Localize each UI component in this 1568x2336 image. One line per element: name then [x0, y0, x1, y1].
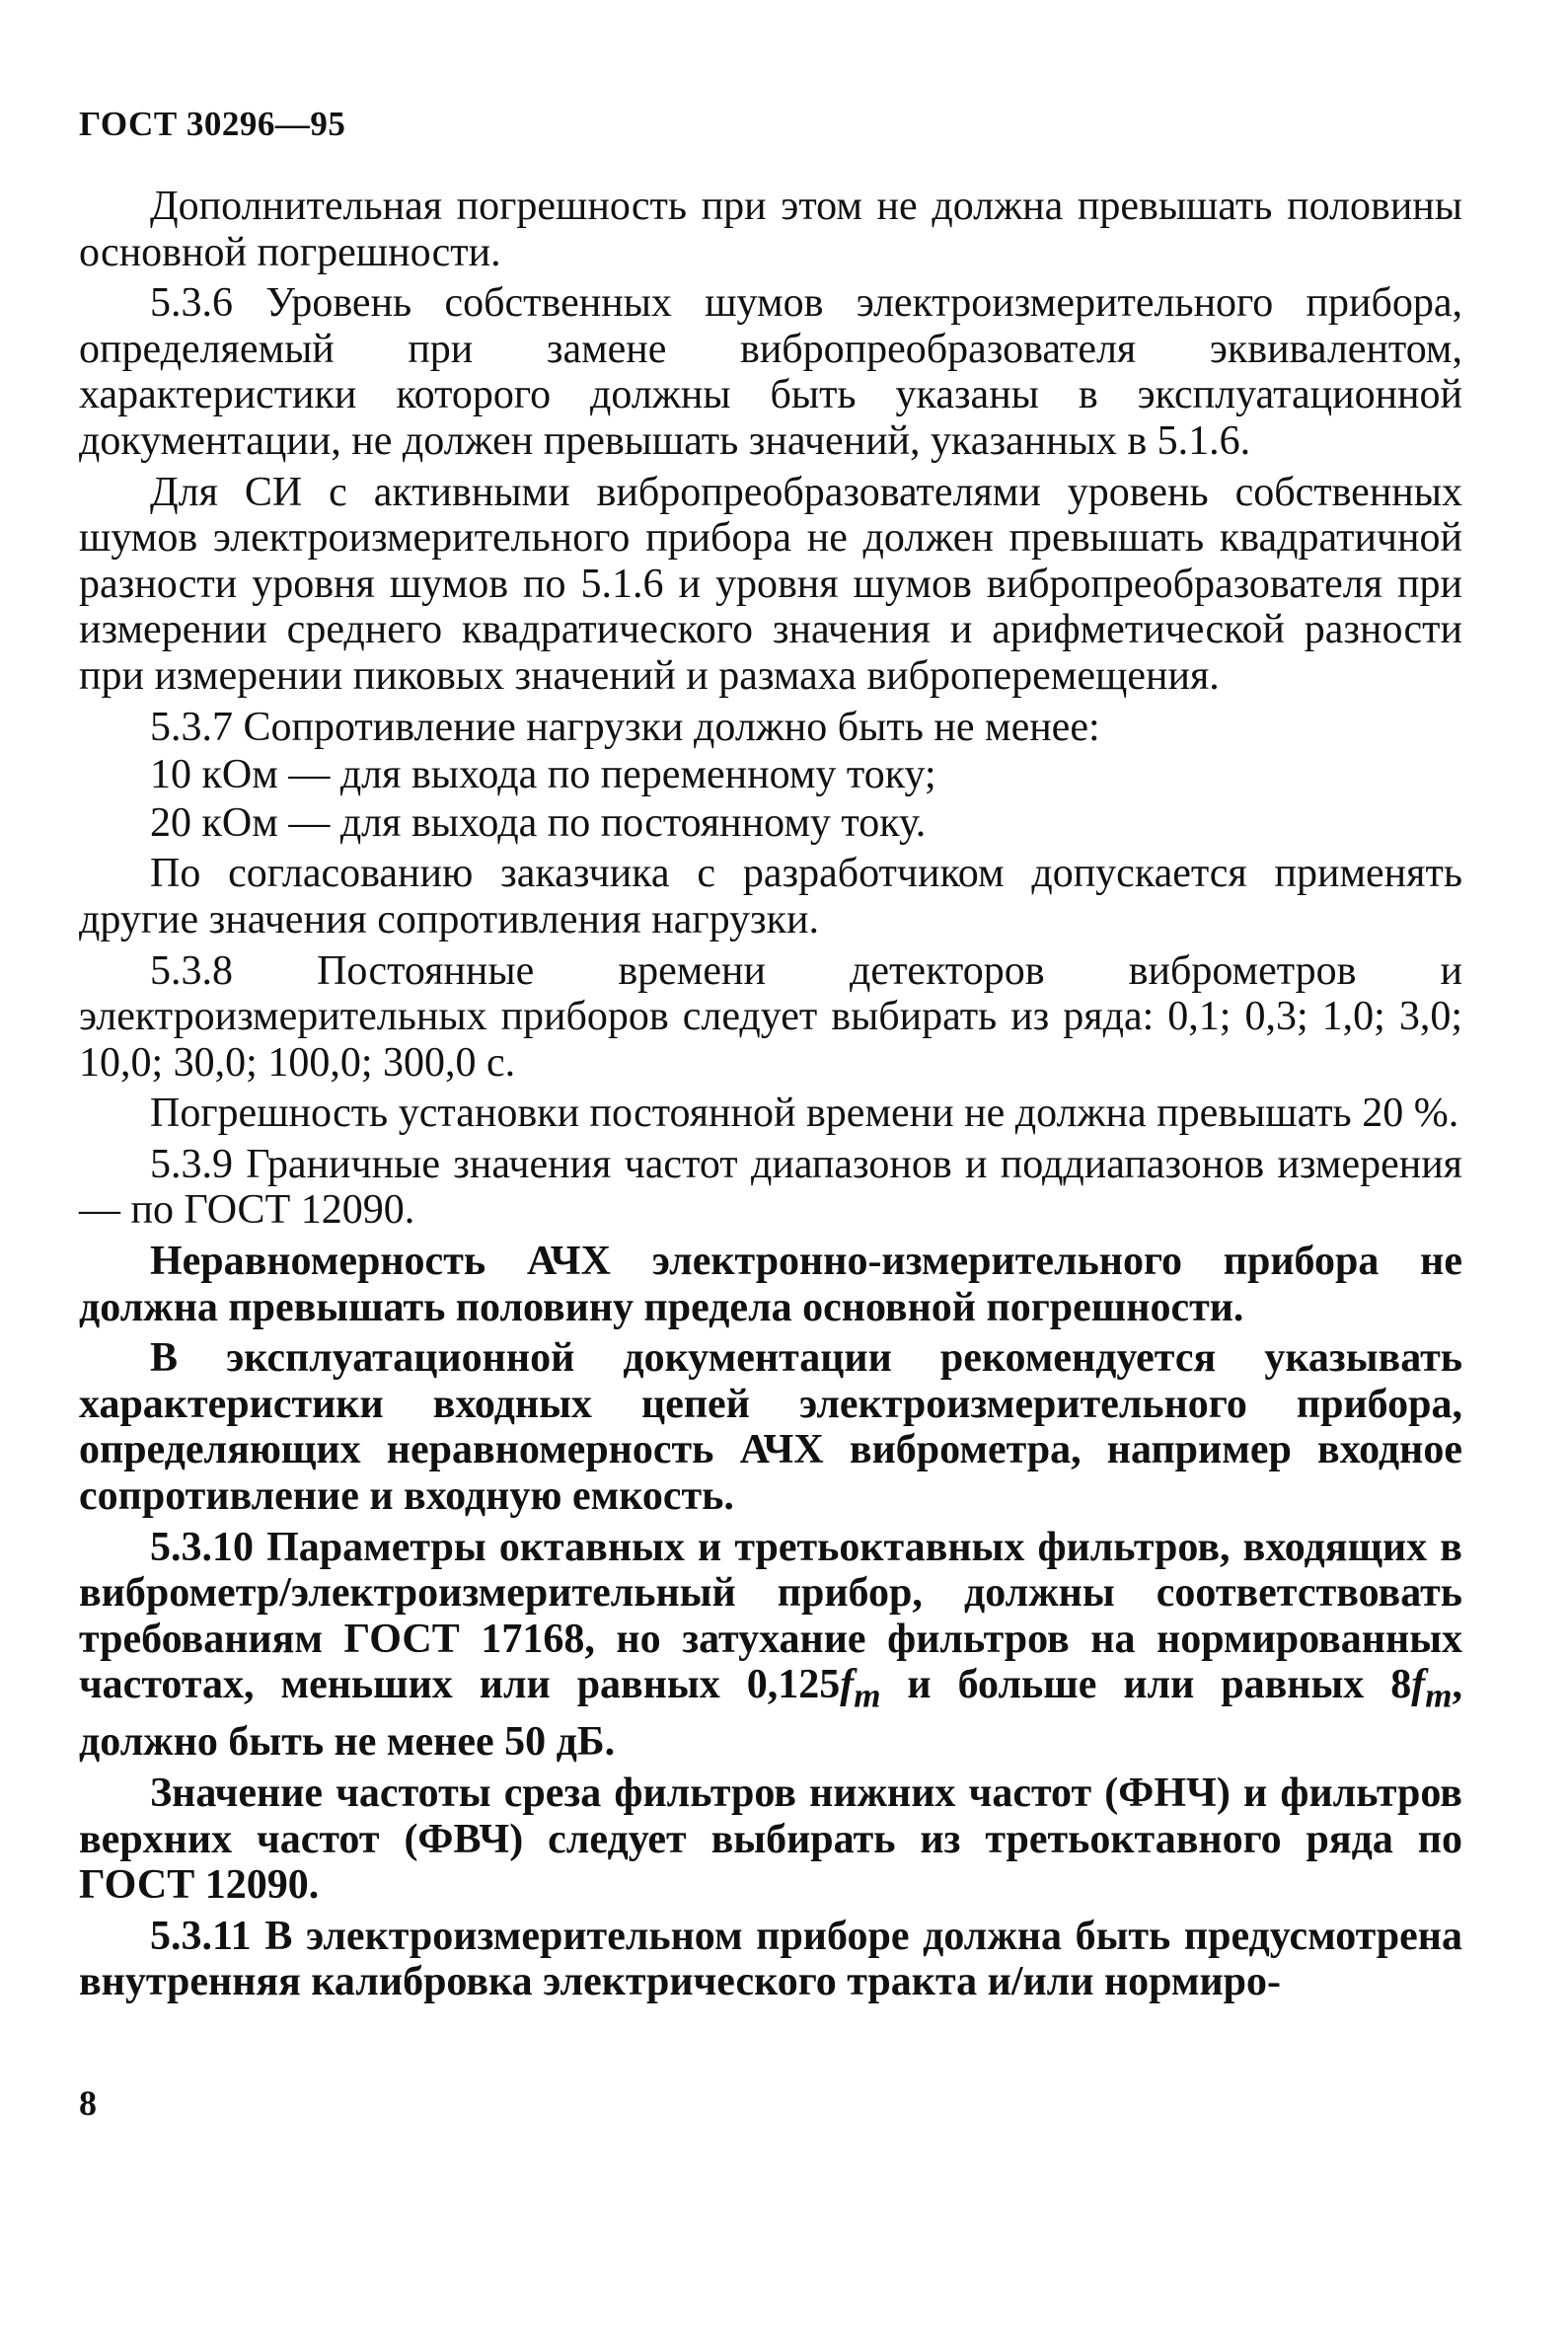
paragraph-clause-5-3-6: 5.3.6 Уровень собственных шумов электроизмерительного прибора, определяемый при замене вибропреобразователя эквивалентом, характеристики которого должны быть указаны в эксплуатационной документации, не должен превышать значений, указанных в 5.1.6.: [79, 280, 1462, 464]
paragraph: В эксплуатационной документации рекомендуется указывать характеристики входных цепей электроизмерительного прибора, определяющих неравномерность АЧХ виброметра, например входное сопротивление и входную емкость.: [79, 1335, 1462, 1520]
paragraph-clause-5-3-11: 5.3.11 В электроизмерительном приборе должна быть предусмотрена внутренняя калибровка электрического тракта и/или нормиро-: [79, 1913, 1462, 2005]
paragraph-text: 5.3.10 Параметры октавных и третьоктавных фильтров, входящих в виброметр/электроизмерительный прибор, должны соответствовать требованиям ГОСТ 17168, но затухание фильтров на нормированных частотах, меньших или равных 0,125: [79, 1524, 1462, 1708]
frequency-subscript: m: [854, 1676, 881, 1715]
paragraph-clause-5-3-9: 5.3.9 Граничные значения частот диапазонов и поддиапазонов измерения — по ГОСТ 12090.: [79, 1141, 1462, 1234]
paragraph: 20 кОм — для выхода по постоянному току.: [150, 799, 927, 846]
paragraph: 10 кОм — для выхода по переменному току;: [150, 752, 936, 798]
document-header: ГОСТ 30296—95: [79, 105, 346, 143]
paragraph-clause-5-3-8: 5.3.8 Постоянные времени детекторов виброметров и электроизмерительных приборов следует выбирать из ряда: 0,1; 0,3; 1,0; 3,0; 10,0; 30,0; 100,0; 300,0 с.: [79, 947, 1462, 1086]
frequency-symbol: f: [840, 1662, 855, 1708]
paragraph: Неравномерность АЧХ электронно-измерительного прибора не должна превышать половину предела основной погрешности.: [79, 1239, 1462, 1330]
paragraph-clause-5-3-7: 5.3.7 Сопротивление нагрузки должно быть не менее:: [150, 704, 1100, 750]
paragraph: Для СИ с активными вибропреобразователями уровень собственных шумов электроизмерительного прибора не должен превышать квадратичной разности уровня шумов по 5.1.6 и уровня шумов вибропреобразователя при измерении среднего квадратического значения и арифметической разности при измерении пиковых значений и размаха виброперемещения.: [79, 469, 1462, 699]
paragraph: Погрешность установки постоянной времени не должна превышать 20 %.: [150, 1091, 1459, 1137]
frequency-symbol: f: [1411, 1662, 1426, 1708]
frequency-subscript: m: [1425, 1676, 1453, 1715]
paragraph-text: и больше или равных 8: [880, 1662, 1412, 1708]
page-number: 8: [79, 2083, 97, 2123]
paragraph: По согласованию заказчика с разработчиком допускается применять другие значения сопротивления нагрузки.: [79, 851, 1462, 942]
paragraph-clause-5-3-10: [79, 1525, 1462, 1766]
paragraph: Дополнительная погрешность при этом не должна превышать половины основной погрешности.: [79, 184, 1462, 275]
paragraph-text: , должно быть не менее 50 дБ.: [79, 1662, 1462, 1766]
paragraph: Значение частоты среза фильтров нижних частот (ФНЧ) и фильтров верхних частот (ФВЧ) следует выбирать из третьоктавного ряда по ГОСТ 12090.: [79, 1770, 1462, 1909]
document-body: [79, 184, 1462, 2010]
